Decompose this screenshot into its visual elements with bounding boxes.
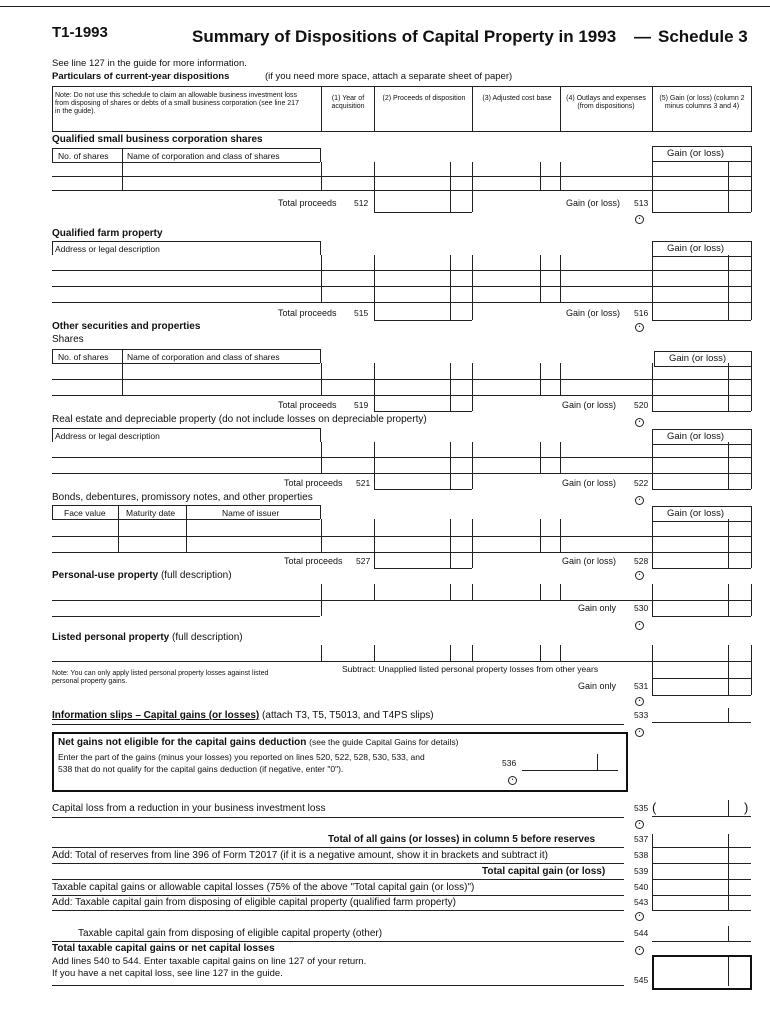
open-paren: ( bbox=[652, 800, 657, 815]
close-paren: ) bbox=[744, 800, 749, 815]
marker-icon: • bbox=[635, 621, 644, 630]
line-535: 535 bbox=[634, 803, 649, 813]
listed-subtract-label: Subtract: Unapplied listed personal property losses from other years bbox=[342, 664, 599, 674]
realestate-gain-header: Gain (or loss) bbox=[652, 429, 752, 445]
personal-gain-only-label: Gain only bbox=[578, 603, 617, 613]
line-543: 543 bbox=[634, 897, 649, 907]
line-536: 536 bbox=[502, 758, 517, 768]
other-name-label: Name of corporation and class of shares bbox=[127, 352, 280, 362]
line-516: 516 bbox=[634, 308, 649, 318]
proceeds-521-field[interactable] bbox=[376, 474, 448, 488]
proceeds-512-field[interactable] bbox=[376, 194, 448, 211]
col-gain-loss: (5) Gain (or loss) (column 2 minus columns 3 and 4) bbox=[659, 95, 745, 110]
other-total-proceeds-label: Total proceeds bbox=[278, 400, 337, 410]
total-taxable-text2: If you have a net capital loss, see line 127 in the guide. bbox=[52, 968, 283, 979]
gain-528-field[interactable] bbox=[654, 553, 726, 567]
marker-icon: • bbox=[635, 697, 644, 706]
amount-538-field[interactable] bbox=[654, 850, 726, 862]
amount-544-field[interactable] bbox=[654, 926, 726, 940]
line-540: 540 bbox=[634, 882, 649, 892]
line-533: 533 bbox=[634, 710, 649, 720]
gain-516-field[interactable] bbox=[654, 303, 726, 319]
line-540-text: Taxable capital gains or allowable capital losses (75% of the above "Total capital gain (or loss)") bbox=[52, 882, 475, 893]
other-gain-label: Gain (or loss) bbox=[562, 400, 617, 410]
line-545: 545 bbox=[634, 975, 649, 985]
qsbc-name-label: Name of corporation and class of shares bbox=[127, 151, 280, 161]
line-544: 544 bbox=[634, 928, 649, 938]
amount-535-field[interactable] bbox=[660, 800, 726, 815]
bonds-face-value-label: Face value bbox=[64, 508, 106, 518]
col-proceeds: (2) Proceeds of disposition bbox=[382, 95, 466, 102]
line-539-text: Total capital gain (or loss) bbox=[482, 866, 606, 877]
line-537: 537 bbox=[634, 834, 649, 844]
col-adjusted-cost-base: (3) Adjusted cost base bbox=[482, 95, 552, 102]
marker-icon: • bbox=[635, 946, 644, 955]
colhead-bottom-rule bbox=[52, 131, 752, 132]
schedule-label: Schedule 3 bbox=[658, 27, 748, 46]
qsbc-gain-label: Gain (or loss) bbox=[566, 198, 621, 208]
amount-543-field[interactable] bbox=[654, 897, 726, 909]
bonds-gain-header: Gain (or loss) bbox=[652, 506, 752, 522]
section-other-title: Other securities and properties bbox=[52, 321, 201, 332]
bonds-gain-label: Gain (or loss) bbox=[562, 556, 617, 566]
net-gains-text2: 538 that do not qualify for the capital gains deduction (if negative, enter "0"). bbox=[58, 764, 344, 774]
line-538-text: Add: Total of reserves from line 396 of Form T2017 (if it is a negative amount, show it in brackets and subtract it) bbox=[52, 850, 548, 861]
line-527: 527 bbox=[356, 556, 371, 566]
marker-icon: • bbox=[635, 418, 644, 427]
qsbc-total-proceeds-label: Total proceeds bbox=[278, 198, 337, 208]
marker-icon: • bbox=[635, 571, 644, 580]
form-code: T1-1993 bbox=[52, 24, 108, 41]
proceeds-515-field[interactable] bbox=[376, 303, 448, 319]
line-535-text: Capital loss from a reduction in your business investment loss bbox=[52, 803, 326, 814]
gain-513-field[interactable] bbox=[654, 194, 726, 211]
marker-icon: • bbox=[635, 820, 644, 829]
realestate-total-proceeds-label: Total proceeds bbox=[284, 478, 343, 488]
farm-gain-label: Gain (or loss) bbox=[566, 308, 621, 318]
qsbc-no-shares-label: No. of shares bbox=[58, 151, 109, 161]
amount-540-field[interactable] bbox=[654, 882, 726, 894]
particulars-note: (if you need more space, attach a separate sheet of paper) bbox=[265, 71, 513, 82]
farm-gain-header: Gain (or loss) bbox=[652, 241, 752, 257]
net-gains-text1: Enter the part of the gains (minus your losses) you reported on lines 520, 522, 528, 530, 533, and bbox=[58, 752, 425, 762]
section-qsbc-title: Qualified small business corporation shares bbox=[52, 134, 263, 145]
info-slips-line: Information slips – Capital gains (or losses) (attach T3, T5, T5013, and T4PS slips) bbox=[52, 710, 434, 721]
amount-539-field[interactable] bbox=[654, 866, 726, 878]
proceeds-527-field[interactable] bbox=[376, 553, 448, 567]
page-title: Summary of Dispositions of Capital Property in 1993 bbox=[192, 27, 617, 46]
marker-icon: • bbox=[635, 323, 644, 332]
total-taxable-text1: Add lines 540 to 544. Enter taxable capital gains on line 127 of your return. bbox=[52, 956, 367, 967]
line-538: 538 bbox=[634, 850, 649, 860]
other-gain-header: Gain (or loss) bbox=[654, 351, 752, 367]
farm-address-label: Address or legal description bbox=[55, 244, 160, 254]
gain-530-field[interactable] bbox=[654, 601, 726, 615]
line-539: 539 bbox=[634, 866, 649, 876]
amount-536-field[interactable] bbox=[524, 754, 596, 769]
amount-545-field[interactable] bbox=[656, 958, 726, 984]
marker-icon: • bbox=[635, 912, 644, 921]
farm-total-proceeds-label: Total proceeds bbox=[278, 308, 337, 318]
line-513: 513 bbox=[634, 198, 649, 208]
line-544-text: Taxable capital gain from disposing of eligible capital property (other) bbox=[78, 928, 383, 939]
particulars-heading: Particulars of current-year dispositions bbox=[52, 71, 230, 82]
line-537-text: Total of all gains (or losses) in column 5 before reserves bbox=[328, 834, 596, 845]
realestate-address-label: Address or legal description bbox=[55, 431, 160, 441]
section-listed-title: Listed personal property (full description) bbox=[52, 632, 243, 643]
see-line-note: See line 127 in the guide for more information. bbox=[52, 58, 247, 69]
gain-531-field[interactable] bbox=[654, 679, 726, 693]
total-taxable-heading: Total taxable capital gains or net capital losses bbox=[52, 943, 275, 954]
gain-522-field[interactable] bbox=[654, 474, 726, 488]
title-dash: — bbox=[634, 27, 651, 46]
col-year-acquisition: (1) Year of acquisition bbox=[331, 95, 365, 110]
other-no-shares-label: No. of shares bbox=[58, 352, 109, 362]
section-other-subtitle: Shares bbox=[52, 334, 84, 345]
col-outlays: (4) Outlays and expenses (from dispositions) bbox=[566, 95, 646, 110]
line-515: 515 bbox=[354, 308, 369, 318]
bonds-maturity-label: Maturity date bbox=[126, 508, 176, 518]
realestate-gain-label: Gain (or loss) bbox=[562, 478, 617, 488]
bonds-issuer-label: Name of issuer bbox=[222, 508, 280, 518]
line-512: 512 bbox=[354, 198, 369, 208]
marker-icon: • bbox=[635, 496, 644, 505]
amount-537-field[interactable] bbox=[654, 834, 726, 846]
line-520: 520 bbox=[634, 400, 649, 410]
section-farm-title: Qualified farm property bbox=[52, 228, 163, 239]
line-522: 522 bbox=[634, 478, 649, 488]
line-530: 530 bbox=[634, 603, 649, 613]
marker-icon: • bbox=[635, 215, 644, 224]
section-bonds-title: Bonds, debentures, promissory notes, and other properties bbox=[52, 492, 313, 503]
colhead-top-rule bbox=[52, 86, 752, 87]
line-519: 519 bbox=[354, 400, 369, 410]
section-personal-title: Personal-use property (full description) bbox=[52, 570, 232, 581]
net-gains-heading: Net gains not eligible for the capital gains deduction (see the guide Capital Gains for details) bbox=[58, 737, 459, 748]
listed-note: Note: You can only apply listed personal property losses against listed personal property gains. bbox=[52, 670, 269, 685]
proceeds-519-field[interactable] bbox=[376, 396, 448, 410]
gain-520-field[interactable] bbox=[654, 396, 726, 410]
line-528: 528 bbox=[634, 556, 649, 566]
top-rule bbox=[0, 6, 770, 7]
qsbc-gain-header: Gain (or loss) bbox=[652, 146, 752, 162]
marker-icon: • bbox=[635, 728, 644, 737]
abil-note: Note: Do not use this schedule to claim an allowable business investment loss from disposing of shares or debts of a small business corporation (see line 217 in the guide). bbox=[55, 92, 299, 115]
listed-gain-only-label: Gain only bbox=[578, 681, 617, 691]
marker-icon: • bbox=[508, 776, 517, 785]
section-realestate-title: Real estate and depreciable property (do not include losses on depreciable property) bbox=[52, 414, 427, 425]
gain-533-field[interactable] bbox=[654, 707, 726, 721]
line-521: 521 bbox=[356, 478, 371, 488]
line-531: 531 bbox=[634, 681, 649, 691]
bonds-total-proceeds-label: Total proceeds bbox=[284, 556, 343, 566]
line-543-text: Add: Taxable capital gain from disposing of eligible capital property (qualified farm property) bbox=[52, 897, 456, 908]
